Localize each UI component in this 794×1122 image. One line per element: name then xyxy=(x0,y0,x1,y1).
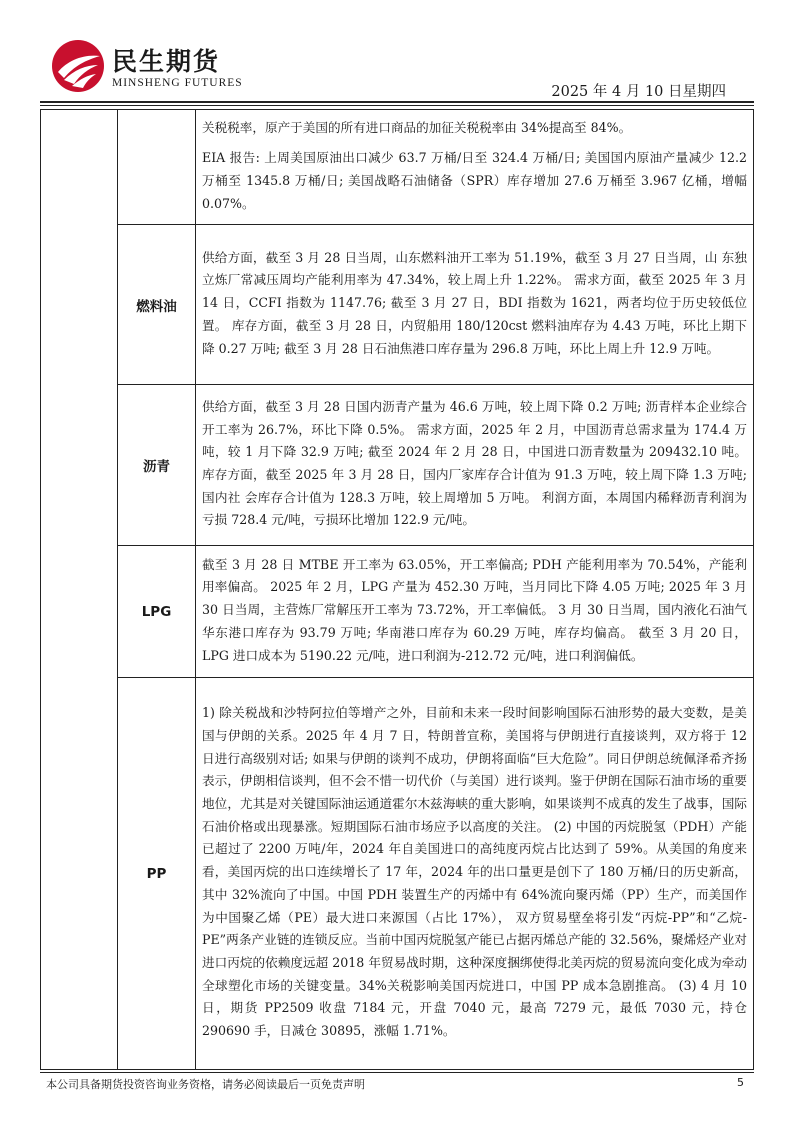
commodity-label: 燃料油 xyxy=(118,225,196,385)
commodity-label: LPG xyxy=(118,546,196,678)
commodity-label xyxy=(118,110,196,225)
commodity-label: 沥青 xyxy=(118,385,196,546)
footer-rule xyxy=(40,1072,754,1073)
commodity-analysis xyxy=(196,225,754,385)
category-cell xyxy=(41,110,118,1070)
analysis-paragraph: 截至 3 月 28 日 MTBE 开工率为 63.05%，开工率偏高; PDH 产能利用率为 70.54%，产能利用率偏高。 2025 年 2 月，LPG 产量为 452.30 万吨，当月同比下降 4.05 万吨; 2025 年 3 月 30 日当周，主营炼厂常解压开工率为 73.72%，开工率偏低。 3 月 30 日当周，国内液化石油气华东港口库存为 93.79 万吨; 华南港口库存为 60.29 万吨，库存均偏高。 截至 3 月 20 日，LPG 进口成本为 5190.22 元/吨，进口利润为-212.72 元/吨，进口利润偏低。 xyxy=(202,556,747,663)
table-row xyxy=(41,110,754,225)
footer-disclaimer: 本公司具备期货投资咨询业务资格，请务必阅读最后一页免责声明 xyxy=(46,1078,365,1091)
commodity-label: PP xyxy=(118,678,196,1070)
table-row xyxy=(41,225,754,385)
header-rule xyxy=(40,101,754,103)
analysis-paragraph: 供给方面，截至 3 月 28 日当周，山东燃料油开工率为 51.19%，截至 3 月 27 日当周，山 东独立炼厂常减压周均产能利用率为 47.34%，较上周上升 1.22%。 需求方面，截至 2025 年 3 月 14 日，CCFI 指数为 1147.76; 截至 3 月 27 日，BDI 指数为 1621，两者均位于历史较低位置。 库存方面，截至 3 月 28 日，内贸船用 180/120cst 燃料油库存为 4.43 万吨，环比上期下 降 0.27 万吨; 截至 3 月 28 日石油焦港口库存量为 296.8 万吨，环比上周上升 12.9 万吨。 xyxy=(202,249,747,356)
page-header xyxy=(0,0,794,104)
commodity-analysis xyxy=(196,110,754,225)
table-row xyxy=(41,678,754,1070)
table-row xyxy=(41,385,754,546)
commodity-table xyxy=(40,109,754,1070)
analysis-paragraph: EIA 报告: 上周美国原油出口减少 63.7 万桶/日至 324.4 万桶/日; 美国国内原油产量减少 12.2 万桶至 1345.8 万桶/日; 美国战略石油储备（SPR）库存增加 27.6 万桶至 3.967 亿桶，增幅 0.07%。 xyxy=(202,150,747,211)
analysis-paragraph: 关税税率，原产于美国的所有进口商品的加征关税税率由 34%提高至 84%。 xyxy=(202,119,632,135)
header-rule-thin xyxy=(40,105,754,106)
commodity-analysis xyxy=(196,385,754,546)
company-name-en: MINSHENG FUTURES xyxy=(112,77,243,89)
commodity-analysis xyxy=(196,546,754,678)
analysis-paragraph: 供给方面，截至 3 月 28 日国内沥青产量为 46.6 万吨，较上周下降 0.2 万吨; 沥青样本企业综合开工率为 26.7%，环比下降 0.5%。 需求方面，2025 年 2 月，中国沥青总需求量为 174.4 万吨，较 1 月下降 32.9 万吨; 截至 2024 年 2 月 28 日，中国进口沥青数量为 209432.10 吨。 库存方面，截至 2025 年 3 月 28 日，国内厂家库存合计值为 91.3 万吨，较上周下降 1.3 万吨; 国内社 会库存合计值为 128.3 万吨，较上周增加 5 万吨。 利润方面，本周国内稀释沥青利润为亏损 728.4 元/吨，亏损环比增加 122.9 元/吨。 xyxy=(202,398,747,528)
analysis-paragraph: 1) 除关税战和沙特阿拉伯等增产之外，目前和未来一段时间影响国际石油形势的最大变数，是美国与伊朗的关系。2025 年 4 月 7 日，特朗普宣称，美国将与伊朗进行直接谈判，双方将于 12 日进行高级别对话; 如果与伊朗的谈判不成功，伊朗将面临“巨大危险”。同日伊朗总统佩泽希齐扬表示，伊朗相信谈判，但不会不惜一切代价（与美国）进行谈判。鉴于伊朗在国际石油市场的重要地位，尤其是对关键国际油运通道霍尔木兹海峡的重大影响，如果谈判不成真的发生了战事，国际石油价格或出现暴涨。短期国际石油市场应予以高度的关注。 (2) 中国的丙烷脱氢（PDH）产能已超过了 2200 万吨/年，2024 年自美国进口的高纯度丙烷占比达到了 59%。从美国的角度来看，美国丙烷的出口连续增长了 17 年，2024 年的出口量更是创下了 180 万桶/日的历史新高，其中 32%流向了中国。中国 PDH 装置生产的丙烯中有 64%流向聚丙烯（PP）生产，而美国作为中国聚乙烯（PE）最大进口来源国（占比 17%）， 双方贸易壁垒将引发“丙烷-PP”和“乙烷-PE”两条产业链的连锁反应。当前中国丙烷脱氢产能已占据丙烯总产能的 32.56%，聚烯烃产业对进口丙烷的依赖度远超 2018 年贸易战时期，这种深度捆绑使得北美丙烷的贸易流向变化成为牵动全球塑化市场的关键变量。34%关税影响美国丙烷进口，中国 PP 成本急剧推高。 (3) 4 月 10 日，期货 PP2509 收盘 7184 元，开盘 7040 元，最高 7279 元，最低 7030 元，持仓 290690 手，日减仓 30895，涨幅 1.71%。 xyxy=(202,705,747,1039)
commodity-analysis xyxy=(196,678,754,1070)
company-name-cn: 民生期货 xyxy=(112,47,221,76)
page-number: 5 xyxy=(737,1076,744,1089)
table-row xyxy=(41,546,754,678)
report-date: 2025 年 4 月 10 日星期四 xyxy=(551,84,726,100)
minsheng-logo-icon xyxy=(50,38,106,94)
